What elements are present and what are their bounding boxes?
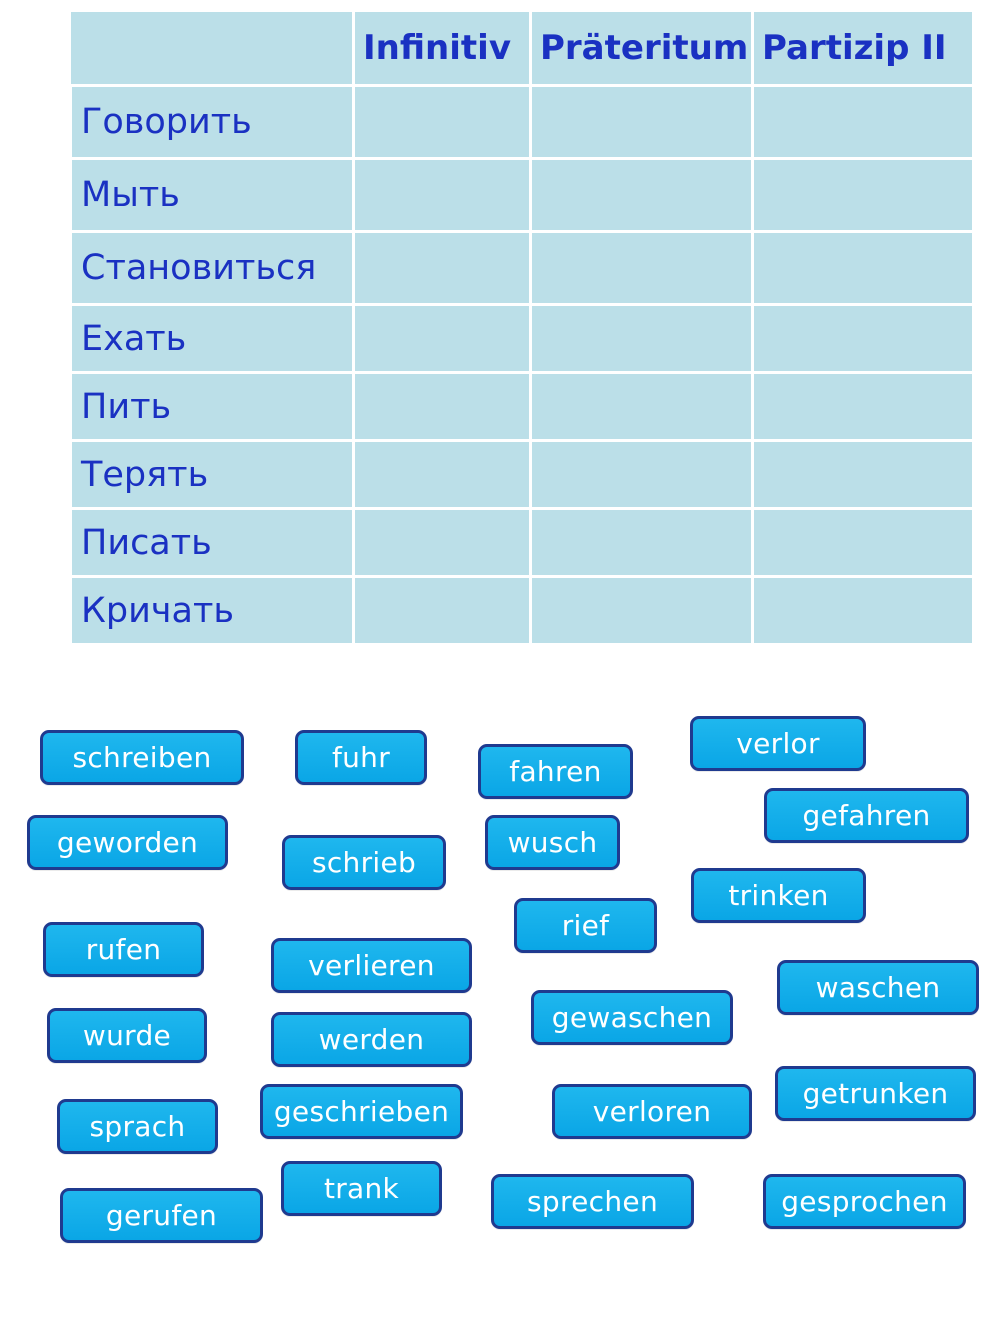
- table-row: [71, 232, 974, 305]
- row-label-myt: Мыть: [71, 159, 354, 232]
- drop-cell-infinitiv[interactable]: [354, 232, 531, 305]
- drop-cell-partizip-ii[interactable]: [753, 509, 974, 577]
- drop-cell-infinitiv[interactable]: [354, 305, 531, 373]
- row-label-govorit: Говорить: [71, 86, 354, 159]
- word-chip-wurde[interactable]: wurde: [47, 1008, 207, 1063]
- drop-cell-praeteritum[interactable]: [531, 86, 753, 159]
- word-chip-schreiben[interactable]: schreiben: [40, 730, 244, 785]
- row-label-krichat: Кричать: [71, 577, 354, 645]
- drop-cell-infinitiv[interactable]: [354, 86, 531, 159]
- word-chip-geschrieben[interactable]: geschrieben: [260, 1084, 463, 1139]
- drop-cell-infinitiv[interactable]: [354, 373, 531, 441]
- drop-cell-infinitiv[interactable]: [354, 509, 531, 577]
- drop-cell-partizip-ii[interactable]: [753, 373, 974, 441]
- word-chip-sprechen[interactable]: sprechen: [491, 1174, 694, 1229]
- header-row: [71, 11, 974, 86]
- drop-cell-praeteritum[interactable]: [531, 577, 753, 645]
- word-chip-trank[interactable]: trank: [281, 1161, 442, 1216]
- word-chip-gerufen[interactable]: gerufen: [60, 1188, 263, 1243]
- header-partizip-ii: Partizip II: [753, 11, 974, 86]
- drop-cell-partizip-ii[interactable]: [753, 159, 974, 232]
- word-chip-waschen[interactable]: waschen: [777, 960, 979, 1015]
- drop-cell-praeteritum[interactable]: [531, 159, 753, 232]
- row-label-pisat: Писать: [71, 509, 354, 577]
- header-corner: [71, 11, 354, 86]
- word-chip-verlor[interactable]: verlor: [690, 716, 866, 771]
- drop-cell-infinitiv[interactable]: [354, 441, 531, 509]
- word-chip-rief[interactable]: rief: [514, 898, 657, 953]
- word-chip-werden[interactable]: werden: [271, 1012, 472, 1067]
- verb-forms-table: [69, 9, 975, 646]
- word-chip-getrunken[interactable]: getrunken: [775, 1066, 976, 1121]
- word-chip-verlieren[interactable]: verlieren: [271, 938, 472, 993]
- table-row: [71, 86, 974, 159]
- drop-cell-partizip-ii[interactable]: [753, 305, 974, 373]
- header-praeteritum: Präteritum: [531, 11, 753, 86]
- table-row: [71, 373, 974, 441]
- word-chip-gefahren[interactable]: gefahren: [764, 788, 969, 843]
- word-chip-gewaschen[interactable]: gewaschen: [531, 990, 733, 1045]
- drop-cell-partizip-ii[interactable]: [753, 232, 974, 305]
- drop-cell-infinitiv[interactable]: [354, 159, 531, 232]
- word-chip-fuhr[interactable]: fuhr: [295, 730, 427, 785]
- word-chip-geworden[interactable]: geworden: [27, 815, 228, 870]
- row-label-pit: Пить: [71, 373, 354, 441]
- table-row: [71, 441, 974, 509]
- word-chip-sprach[interactable]: sprach: [57, 1099, 218, 1154]
- drop-cell-infinitiv[interactable]: [354, 577, 531, 645]
- drop-cell-praeteritum[interactable]: [531, 509, 753, 577]
- row-label-teryat: Терять: [71, 441, 354, 509]
- header-infinitiv: Infinitiv: [354, 11, 531, 86]
- word-chip-fahren[interactable]: fahren: [478, 744, 633, 799]
- table-row: [71, 509, 974, 577]
- drop-cell-praeteritum[interactable]: [531, 441, 753, 509]
- drop-cell-praeteritum[interactable]: [531, 373, 753, 441]
- word-chip-rufen[interactable]: rufen: [43, 922, 204, 977]
- word-chip-wusch[interactable]: wusch: [485, 815, 620, 870]
- table-row: [71, 305, 974, 373]
- word-chip-gesprochen[interactable]: gesprochen: [763, 1174, 966, 1229]
- drop-cell-partizip-ii[interactable]: [753, 86, 974, 159]
- word-chip-schrieb[interactable]: schrieb: [282, 835, 446, 890]
- table-row: [71, 159, 974, 232]
- word-chip-trinken[interactable]: trinken: [691, 868, 866, 923]
- drop-cell-partizip-ii[interactable]: [753, 441, 974, 509]
- word-chip-verloren[interactable]: verloren: [552, 1084, 752, 1139]
- drop-cell-praeteritum[interactable]: [531, 232, 753, 305]
- row-label-ekhat: Ехать: [71, 305, 354, 373]
- drop-cell-partizip-ii[interactable]: [753, 577, 974, 645]
- row-label-stanovitsya: Становиться: [71, 232, 354, 305]
- drop-cell-praeteritum[interactable]: [531, 305, 753, 373]
- table-row: [71, 577, 974, 645]
